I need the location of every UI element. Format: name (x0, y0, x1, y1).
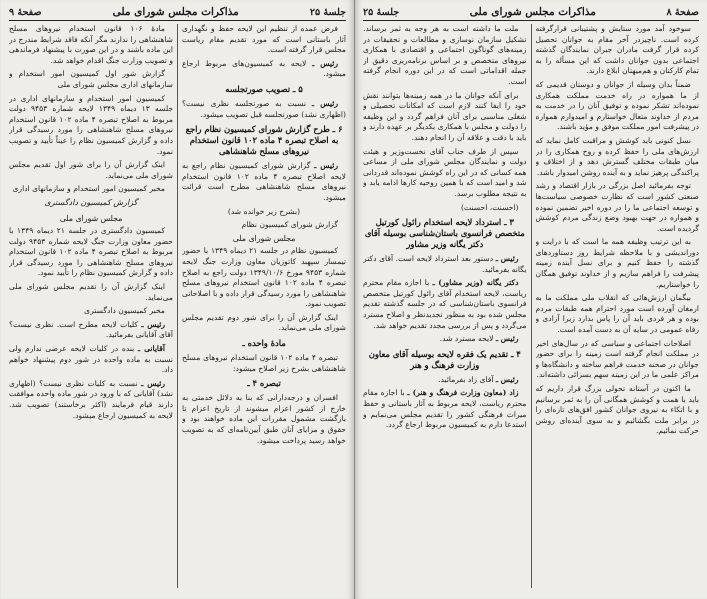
block-text: مخبر کمیسیون امور استخدام و سازمانهای اداری (12, 184, 165, 194)
speaker-name: رئیس ـ (314, 161, 338, 171)
block-text: سپس از طرف جناب آقای نخست‌وزیر و هیئت دولت و نمایندگان مجلس شورای ملی از مساعی همه کسانی که در این راه کوشش نموده‌اند قدردانی شد و امید است که با همین روحیه کارها ادامه یابد و به نتیجه مطلوب برسد. (363, 146, 527, 198)
block-text: بنده در کلیات لایحه عرضی ندارم ولی نسبت به ماده واحده در شور دوم پیشنهاد خواهم داد. (9, 344, 173, 375)
speaker-name: رئیس ـ (311, 98, 338, 108)
block-text: تبصره ۴ ـ (247, 378, 281, 389)
section-heading (182, 338, 346, 349)
paragraph (536, 181, 700, 234)
paragraph (9, 226, 173, 279)
text-line (9, 214, 173, 225)
paragraph (363, 388, 527, 430)
paragraph (9, 306, 173, 317)
block-text: ۶ ـ طرح گزارش شورای کمیسیون نظام راجع به اصلاح تبصره ۴ ماده ۱۰۲ قانون استخدام نیروهای مسلح شاهنشاهی (185, 124, 343, 157)
paragraph (182, 99, 346, 120)
paragraph (182, 161, 346, 203)
block-text: دستور بعد استرداد لایحه است. آقای دکتر یگانه بفرمائید. (363, 254, 527, 274)
page-9 (1, 0, 354, 599)
paragraph (363, 147, 527, 200)
block-text: با اجازه مقام محترم ریاست، لایحه استخدام آقای رائول کورتیل متخصص فرانسوی باستان‌شناسی که در جلسه گذشته تقدیم مجلس شده بود به منظور تجدیدنظر و اصلاح مسترد می‌گردد و پس از بررسی مجدد تقدیم خواهد شد. (363, 278, 527, 330)
section-heading (363, 217, 527, 250)
paragraph (182, 220, 346, 231)
session-number: جلسهٔ ۲۵ (309, 7, 346, 18)
speaker-name: رئیس ـ (312, 58, 339, 68)
paragraph (9, 160, 173, 181)
paragraph (182, 393, 346, 446)
block-text: فرض عمده از تنظیم این لایحه حفظ و نگهداری آثار باستانی است که مورد تقدیم مقام ریاست مجلس قرار گرفته است. (182, 24, 346, 55)
block-text: به این ترتیب وظیفه همه ما است که با درایت و دوراندیشی و با ملاحظه شرایط روز دستاوردهای گذشته را حفظ کنیم و برای نسل آینده زمینه پیشرفت را فراهم سازیم و از خداوند توفیق همگان را خواستاریم. (535, 237, 699, 289)
block-text: تبصره ۴ ماده ۱۰۲ قانون استخدام نیروهای مسلح شاهنشاهی بشرح زیر اصلاح میشود: (182, 353, 346, 373)
block-text: کلیات لایحه مطرح است. نظری نیست؟ آقای آقایانی بفرمائید. (9, 319, 173, 340)
block-text: گزارش شورای کمیسیون نظام راجع به لایحه اصلاح تبصره ۴ ماده ۱۰۲ قانون استخدام نیروهای مسلح شاهنشاهی مطرح است قرائت میشود. (182, 161, 346, 202)
speaker-name: آقایانی ـ (137, 344, 165, 354)
paragraph (182, 353, 346, 374)
block-text: نسل کنونی باید کوشش و مراقبت کامل نماید که ارزش‌های ملی را حفظ کرده و روح همکاری را در میان طبقات مختلف گسترش دهد و از اختلاف و پراکندگی پرهیز نماید و به آینده روشن امیدوار باشد. (535, 135, 699, 177)
block-text: گزارش شور اول کمیسیون امور استخدام و سازمانهای اداری مجلس شورای ملی (9, 69, 173, 89)
block-text: ۵ ـ تصویب صورتجلسه (225, 83, 303, 94)
section-heading (182, 84, 346, 95)
speaker-name: دکتر یگانه (وزیر مشاور) ـ (432, 278, 519, 288)
running-header (363, 6, 699, 21)
block-text: کمیسیون دادگستری در جلسه ۲۱ دیماه ۱۳۴۹ با حضور معاون وزارت جنگ لایحه شماره ۹۴۵۳ دولت مربوط به اصلاح تبصره ۴ ماده ۱۰۲ قانون استخدام نیروهای مسلح شاهنشاهی را مورد رسیدگی قرار داده و گزارش کمیسیون نظام را تأیید نمود. (9, 226, 173, 278)
block-text: اینک گزارش آن را تقدیم مجلس شورای ملی می‌نماید. (9, 282, 173, 302)
block-text: مادهٔ واحده ـ (242, 338, 286, 349)
block-text: مادهٔ ۱۰۶ قانون استخدام نیروهای مسلح شاهنشاهی را ندارند مگر آنکه فاقد شرایط مندرج در این ماده باشند و در این صورت با پیشنهاد فرماندهی و تصویب وزارت جنگ اقدام خواهد شد. (9, 24, 173, 65)
columns (363, 24, 699, 588)
block-text: سوخود آمد مورد ستایش و پشتیبانی قرارگرفته کرده است. ناچیزدر آخر مقام به جوانان تحصیل کرده قرار گرفت مادران جبران نمایندگان گذشته اجتماعی بدون جوانان داشت که این مسأله را به تمام کارکنان و هم‌میهنان ابلاغ دارند. (535, 24, 699, 76)
columns (9, 24, 346, 588)
page-8 (354, 0, 707, 599)
block-text: (احسنت، احسنت) (461, 202, 519, 212)
speaker-name: رئیس ـ (495, 334, 519, 344)
page-number: صفحهٔ ۸ (666, 7, 699, 18)
paragraph (536, 24, 700, 77)
paragraph (182, 59, 346, 80)
paragraph (182, 24, 346, 56)
speaker-name: زاد (معاون وزارت فرهنگ و هنر) ـ (407, 388, 519, 398)
block-text: مجلس شورای ملی (232, 233, 296, 243)
block-text: کمیسیون امور استخدام و سازمانهای اداری در جلسه ۱۳ دیماه ۱۳۴۹ لایحه شماره ۹۴۵۳ دولت مربوط به اصلاح تبصره ۴ ماده ۱۰۲ قانون استخدام نیروهای مسلح شاهنشاهی را مورد رسیدگی قرار داده و گزارش کمیسیون نظام را عیناً تأیید و تصویب نمود. (9, 93, 173, 156)
paragraph (9, 184, 173, 195)
paragraph (536, 237, 700, 290)
section-heading (182, 378, 346, 389)
block-text: اصلاحات اجتماعی و سیاسی که در سال‌های اخیر در مملکت انجام گرفته است زمینه را برای حضور جوانان در صحنه خدمت فراهم ساخته و دانشگاه‌ها و مراکز علمی ما در این زمینه سهم بسزائی داشته‌اند. (535, 338, 699, 380)
block-text: بیگمان ارزش‌هائی که انقلاب ملی مملکت ما به ارمغان آورده است مورد احترام همه طبقات مردم بوده و هر فردی باید آن را پاس بدارد زیرا آزادی و رفاه عمومی در سایه آن به دست آمده است. (535, 293, 699, 335)
block-text: نسبت به کلیات نظری نیست؟ (اظهاری نشد) آقایانی که با ورود در شور ماده واحده موافقت دارند قیام فرمایند (اکثر برخاستند) تصویب شد. لایحه به کمیسیون ارجاع میشود. (9, 378, 173, 420)
column-left (9, 24, 173, 588)
paragraph (363, 254, 527, 275)
block-text: ضمناً بدان وسیله از جوانان و دوستان قدیمی که از ما همواره در راه خدمت مملکت همکاری نموده‌اند تشکر نموده و توفیق آنان را در خدمت به مردم از خداوند متعال خواستارم و امیدوارم همواره در پیشرفت امور مملکت موفق و مؤید باشند. (535, 79, 699, 132)
page-number: صفحهٔ ۹ (9, 7, 42, 18)
paragraph (182, 313, 346, 334)
block-text: لایحه به کمیسیون‌های مربوط ارجاع میشود. (182, 58, 346, 79)
paragraph (182, 246, 346, 310)
block-text: مجلس شورای ملی (59, 213, 123, 223)
block-text: گزارش کمیسیون دادگستری (44, 197, 138, 207)
publication-title: مذاکرات مجلس شورای ملی (469, 6, 596, 18)
running-header (9, 6, 346, 21)
session-number: جلسهٔ ۲۵ (363, 7, 400, 18)
speaker-name: رئیس ـ (495, 254, 519, 264)
column-right (182, 24, 346, 588)
block-text: با اجازه مقام محترم ریاست، لایحه مربوط به آثار باستانی و حفظ میراث فرهنگی کشور را تقدیم مجلس می‌نمایم و استدعا دارم به کمیسیون مربوط ارجاع گردد. (363, 388, 527, 430)
column-right (536, 24, 700, 588)
block-text: توجه بفرمائید اصل بزرگی در بازار اقتصاد و رشد صنعتی کشور است که نظارت خصوصی سیاست‌ها و توسعه اجتماعی ما را در دوره اخیر تضمین نموده و همواره در جهت بهبود وضع زندگی مردم کوشش گردیده است. (535, 181, 699, 233)
text-line (182, 234, 346, 245)
block-text: آقای زاد بفرمائید. (438, 374, 494, 384)
column-left (363, 24, 527, 588)
paragraph (536, 136, 700, 178)
paragraph (536, 80, 700, 133)
section-heading (363, 349, 527, 371)
block-text: اینک گزارش آن را برای شور دوم تقدیم مجلس شورای ملی می‌نماید. (182, 312, 346, 333)
block-text: (بشرح زیر خوانده شد) (227, 206, 301, 216)
paragraph (9, 379, 173, 421)
text-line (182, 207, 346, 218)
paragraph (9, 94, 173, 158)
paragraph (9, 282, 173, 303)
section-heading (182, 124, 346, 157)
block-text: ۴ ـ تقدیم یک فقره لایحه بوسیله آقای معاون وزارت فرهنگ و هنر (368, 348, 521, 370)
paragraph (9, 24, 173, 66)
paragraph (363, 24, 527, 88)
block-text: نسبت به صورتجلسه نظری نیست؟ (اظهاری نشد) صورتجلسه قبل تصویب میشود. (182, 98, 346, 119)
column-divider (531, 24, 532, 588)
column-divider (177, 24, 178, 588)
block-text: افسران و درجه‌دارانی که بنا به دلائل خدمتی به خارج از کشور اعزام میشوند از تاریخ اعزام تا بازگشت مشمول مقررات این ماده خواهند بود و حقوق و مزایای آنان طبق آیین‌نامه‌ای که به تصویب خواهد رسید پرداخت میشود. (182, 393, 346, 445)
paragraph (536, 293, 700, 335)
publication-title: مذاکرات مجلس شورای ملی (112, 6, 239, 18)
paragraph (363, 278, 527, 331)
paragraph (9, 320, 173, 341)
paragraph (536, 339, 700, 381)
block-text: ملت ما داشته است به هر وجه به ثمر برساند. تشکیل سازمان نوسازی و مطالعات و تحقیقات در زمینه‌های گوناگون اجتماعی و اقتصادی با همکاری نیروهای متخصص و بر اساس برنامه‌ریزی دقیق از جمله اقداماتی است که در این دوره انجام گرفته است. (363, 24, 527, 86)
paragraph (363, 203, 527, 214)
speaker-name: رئیس ـ (495, 374, 519, 384)
paragraph (363, 91, 527, 144)
speaker-name: رئیس ـ (141, 378, 166, 388)
paragraph (536, 384, 700, 437)
block-text: برای آنکه جوانان ما در همه زمینه‌ها بتوانند نقش خود را ایفا کنند لازم است که امکانات تحصیلی و شغلی مناسبی برای آنان فراهم گردد و این وظیفه را دولت و مجلس با همکاری یکدیگر بر عهده دارند و باید با دقت و علاقه آن را انجام دهند. (363, 90, 527, 142)
text-line (9, 198, 173, 209)
speaker-name: رئیس ـ (141, 319, 166, 329)
block-text: کمیسیون نظام در جلسه ۲۱ دیماه ۱۳۴۹ با حضور تیمسار سپهبد کاتوزیان معاون وزارت جنگ لایحه شماره ۹۴۵۳ مورخ ۱۳۴۹/۱۰/۶ دولت راجع به اصلاح تبصره ۴ ماده ۱۰۲ قانون استخدام نیروهای مسلح شاهنشاهی را مورد رسیدگی قرار داده و با اصلاحاتی تصویب نمود. (182, 246, 346, 309)
block-text: گزارش شورای کمیسیون نظام (241, 220, 338, 230)
block-text: لایحه مسترد شد. (439, 334, 494, 344)
paragraph (9, 344, 173, 376)
paragraph (363, 334, 527, 345)
paragraph (9, 69, 173, 90)
block-text: ۳ ـ استرداد لایحه استخدام رائول کورتیل متخصص فرانسوی باستان‌شناسی بوسیله آقای دکتر یگانه وزیر مشاور (364, 217, 525, 250)
block-text: اینک گزارش آن را برای شور اول تقدیم مجلس شورای ملی می‌نماید. (9, 160, 173, 180)
paragraph (363, 375, 527, 386)
block-text: مخبر کمیسیون دادگستری (84, 306, 165, 316)
block-text: ما اکنون در آستانه تحولی بزرگ قرار داریم که باید با همت و کوشش همگانی آن را به ثمر برسانیم و با اتکاء به نیروی جوانان کشور افق‌های تازه‌ای را در برابر ملت بگشائیم و به سوی آینده‌ای روشن حرکت نمائیم. (535, 384, 699, 436)
